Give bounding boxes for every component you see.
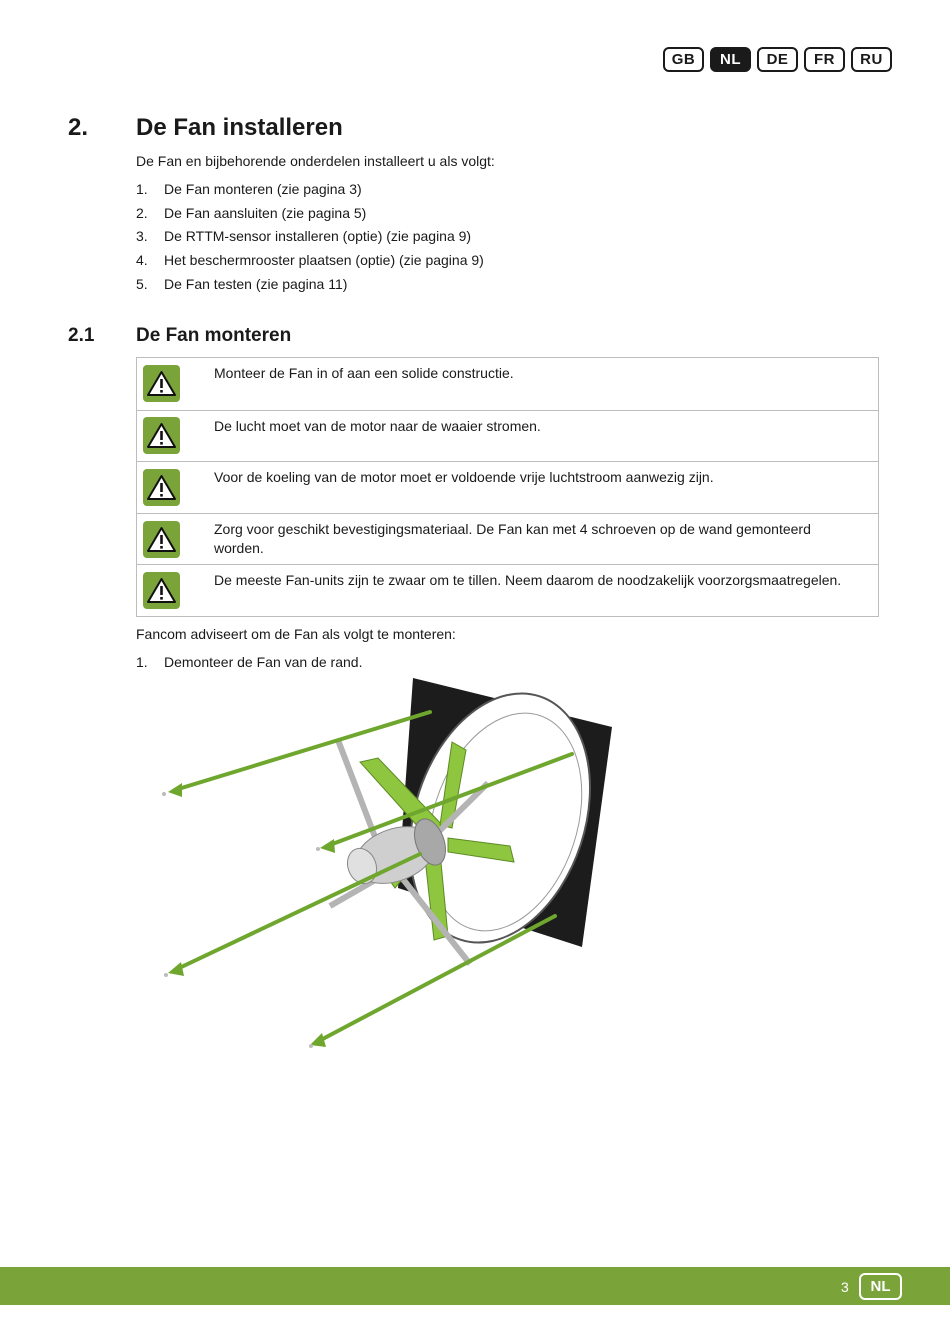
rod-tips: [162, 792, 320, 1048]
warning-triangle-icon: [143, 417, 180, 454]
lang-tab-de[interactable]: DE: [757, 47, 798, 72]
step-text: De Fan aansluiten (zie pagina 5): [164, 204, 367, 221]
lang-tab-ru[interactable]: RU: [851, 47, 892, 72]
step-text: Het beschermrooster plaatsen (optie) (zie pagina 9): [164, 252, 484, 269]
step-number: 2.: [136, 204, 148, 221]
page-number: 3: [841, 1279, 849, 1295]
step-text: De Fan monteren (zie pagina 3): [164, 181, 362, 197]
language-selector: [663, 47, 892, 72]
warning-triangle-icon: [143, 572, 180, 609]
list-item: [136, 228, 484, 252]
section-intro: De Fan en bijbehorende onderdelen installeert u als volgt:: [136, 153, 495, 169]
warning-text: Voor de koeling van de motor moet er voldoende vrije luchtstroom aanwezig zijn.: [214, 469, 714, 486]
step-number: 5.: [136, 275, 148, 292]
warning-row: [137, 358, 878, 410]
warning-row: [137, 410, 878, 462]
lang-tab-fr[interactable]: FR: [804, 47, 845, 72]
fan-illustration: [150, 672, 630, 1062]
rod-arrowheads: [168, 783, 335, 1047]
warning-text: Monteer de Fan in of aan een solide constructie.: [214, 365, 514, 381]
warning-row: [137, 513, 878, 565]
warning-text: Zorg voor geschikt bevestigingsmateriaal. De Fan kan met 4 schroeven op de wand gemonteerd worden.: [214, 520, 811, 556]
warning-row: [137, 564, 878, 616]
warning-triangle-icon: [143, 521, 180, 558]
step-text: Demonteer de Fan van de rand.: [164, 654, 363, 670]
step-number: 4.: [136, 252, 148, 269]
mount-step: [136, 654, 362, 670]
step-number: 1.: [136, 181, 148, 197]
step-text: De RTTM-sensor installeren (optie) (zie pagina 9): [164, 228, 472, 245]
warning-triangle-icon: [143, 365, 180, 402]
warning-triangle-icon: [143, 469, 180, 506]
install-steps-list: [136, 181, 484, 299]
section-title: De Fan installeren: [136, 114, 343, 141]
list-item: [136, 181, 484, 205]
footer-bar: [0, 1267, 950, 1305]
step-number: 3.: [136, 228, 148, 245]
advice-text: Fancom adviseert om de Fan als volgt te monteren:: [136, 626, 456, 642]
lang-tab-gb[interactable]: GB: [663, 47, 704, 72]
warning-row: [137, 461, 878, 513]
list-item: [136, 205, 484, 229]
subsection-title: De Fan monteren: [136, 325, 292, 346]
step-text: De Fan testen (zie pagina 11): [164, 275, 348, 292]
subsection-number: 2.1: [68, 325, 95, 346]
step-number: 1.: [136, 654, 148, 670]
section-number: 2.: [68, 114, 89, 141]
warning-text: De lucht moet van de motor naar de waaier stromen.: [214, 417, 541, 434]
footer-language-badge: NL: [859, 1273, 902, 1300]
warning-text: De meeste Fan-units zijn te zwaar om te tillen. Neem daarom de noodzakelijk voorzorgsmaatregelen.: [214, 572, 842, 589]
list-item: [136, 252, 484, 276]
lang-tab-nl[interactable]: NL: [710, 47, 751, 72]
warnings-table: [136, 357, 879, 617]
list-item: [136, 276, 484, 300]
